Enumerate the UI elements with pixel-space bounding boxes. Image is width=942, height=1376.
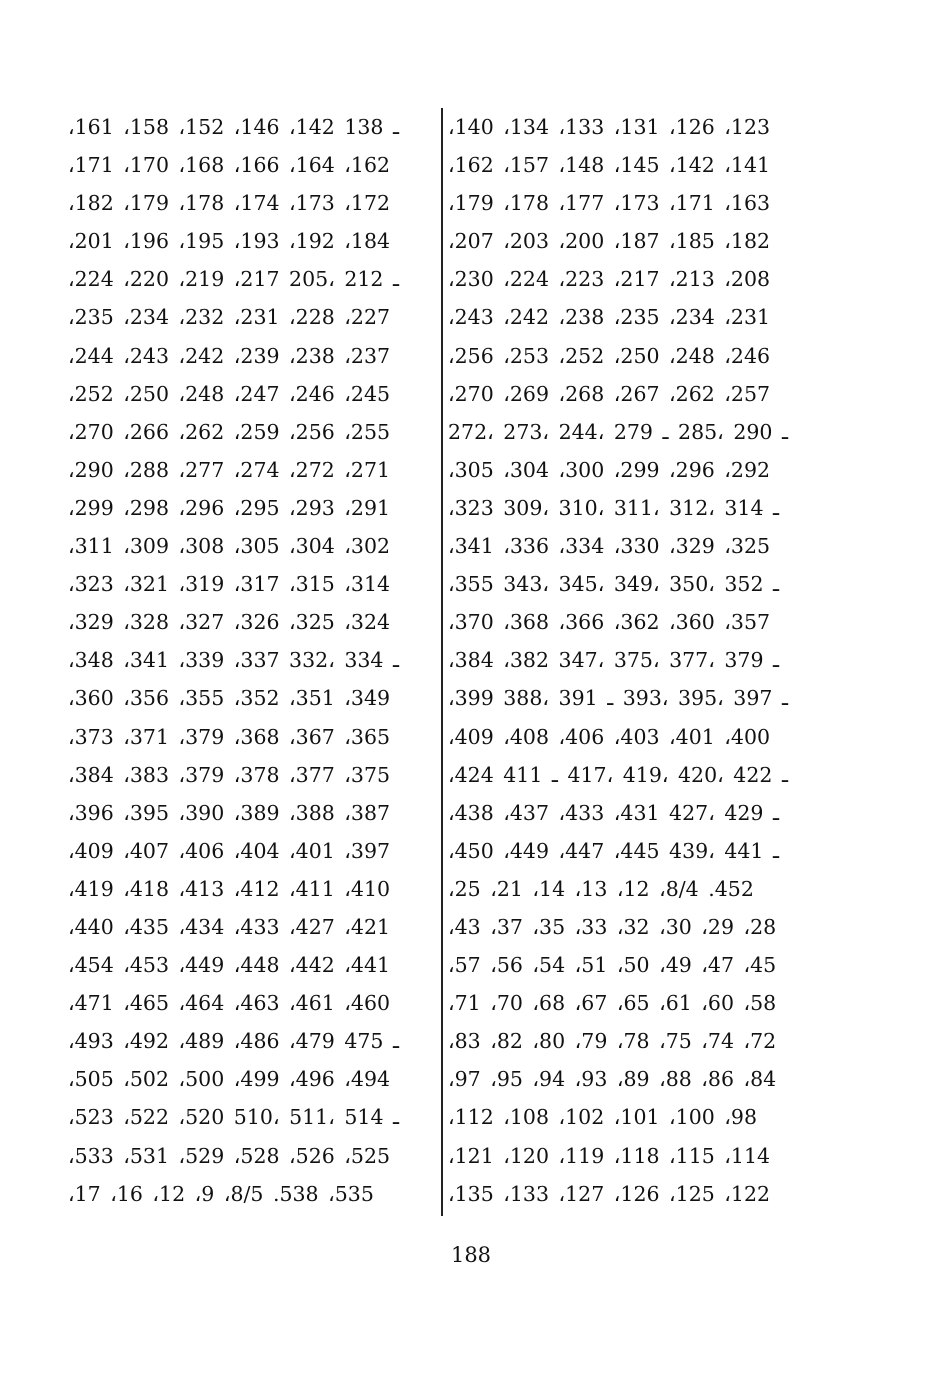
- right-column: [448, 108, 818, 1213]
- index-line: ،270 ،266 ،262 ،259 ،256 ،255: [68, 419, 391, 444]
- index-line: ،207 ،203 ،200 ،187 ،185 ،182: [448, 229, 771, 254]
- column-divider: [441, 108, 443, 1216]
- index-line: ،355 ـ 352 ،350 ،349 ،345 ،343: [448, 572, 780, 597]
- index-line: ،71 ،70 ،68 ،67 ،65 ،61 ،60 ،58: [448, 991, 777, 1016]
- index-line: ،290 ،288 ،277 ،274 ،272 ،271: [68, 457, 391, 482]
- index-line: ،419 ،418 ،413 ،412 ،411 ،410: [68, 876, 391, 901]
- index-line: ،57 ،56 ،54 ،51 ،50 ،49 ،47 ،45: [448, 953, 777, 978]
- index-line: ،409 ،407 ،406 ،404 ،401 ،397: [68, 838, 391, 863]
- index-line: ،373 ،371 ،379 ،368 ،367 ،365: [68, 724, 391, 749]
- index-line: ،471 ،465 ،464 ،463 ،461 ،460: [68, 991, 391, 1016]
- page-number: 188: [450, 1243, 492, 1267]
- index-line: ،396 ،395 ،390 ،389 ،388 ،387: [68, 800, 391, 825]
- index-line: ،244 ،243 ،242 ،239 ،238 ،237: [68, 343, 391, 368]
- index-line: ،270 ،269 ،268 ،267 ،262 ،257: [448, 381, 771, 406]
- index-line: ،323 ،321 ،319 ،317 ،315 ،314: [68, 572, 391, 597]
- index-line: ،399 ـ 397 ،395 ،393 ـ 391 ،388: [448, 686, 788, 711]
- index-line: ،121 ،120 ،119 ،118 ،115 ،114: [448, 1143, 771, 1168]
- index-line: ،493 ،492 ،489 ،486 ،479 ـ 475: [68, 1029, 399, 1054]
- index-line: ،17 ،16 ،12 ،9 ،8/5 .538 ،535: [68, 1181, 374, 1206]
- index-line: ،384 ،382 ـ 379 ،377 ،375 ،347: [448, 648, 780, 673]
- index-line: ،438 ،437 ،433 ،431 ـ 429 ،427: [448, 800, 779, 825]
- left-column: [68, 108, 428, 1213]
- index-line: ،323 ـ 314 ،312 ،311 ،310 ،309: [448, 495, 780, 520]
- index-line: ،299 ،298 ،296 ،295 ،293 ،291: [68, 495, 391, 520]
- index-line: ،43 ،37 ،35 ،33 ،32 ،30 ،29 ،28: [448, 914, 777, 939]
- index-line: ،305 ،304 ،300 ،299 ،296 ،292: [448, 457, 771, 482]
- index-line: ،97 ،95 ،94 ،93 ،89 ،88 ،86 ،84: [448, 1067, 777, 1092]
- index-line: ،440 ،435 ،434 ،433 ،427 ،421: [68, 914, 391, 939]
- index-line: ،112 ،108 ،102 ،101 ،100 ،98: [448, 1105, 758, 1130]
- index-line: ،230 ،224 ،223 ،217 ،213 ،208: [448, 267, 771, 292]
- index-line: ،179 ،178 ،177 ،173 ،171 ،163: [448, 191, 771, 216]
- index-line: ،533 ،531 ،529 ،528 ،526 ،525: [68, 1143, 391, 1168]
- index-line: ،25 ،21 ،14 ،13 ،12 ،8/4 .452: [448, 876, 754, 901]
- index-line: ،311 ،309 ،308 ،305 ،304 ،302: [68, 534, 391, 559]
- index-line: ،161 ،158 ،152 ،146 ،142 ـ 138: [68, 115, 399, 139]
- index-line: ،140 ،134 ،133 ،131 ،126 ،123: [448, 115, 771, 139]
- index-line: ،201 ،196 ،195 ،193 ،192 ،184: [68, 229, 391, 254]
- index-line: ،454 ،453 ،449 ،448 ،442 ،441: [68, 953, 391, 978]
- index-line: ،252 ،250 ،248 ،247 ،246 ،245: [68, 381, 391, 406]
- index-line: ،384 ،383 ،379 ،378 ،377 ،375: [68, 762, 391, 787]
- index-line: ،256 ،253 ،252 ،250 ،248 ،246: [448, 343, 771, 368]
- index-line: ،360 ،356 ،355 ،352 ،351 ،349: [68, 686, 391, 711]
- index-line: ،424 ـ 422 ،420 ،419 ،417 ـ 411: [448, 762, 788, 787]
- index-line: ،162 ،157 ،148 ،145 ،142 ،141: [448, 153, 771, 178]
- index-line: ،171 ،170 ،168 ،166 ،164 ،162: [68, 153, 391, 178]
- index-line: ،182 ،179 ،178 ،174 ،173 ،172: [68, 191, 391, 216]
- index-line: ،370 ،368 ،366 ،362 ،360 ،357: [448, 610, 771, 635]
- index-line: ،348 ،341 ،339 ،337 ـ 334 ،332: [68, 648, 399, 673]
- index-line: ،243 ،242 ،238 ،235 ،234 ،231: [448, 305, 771, 330]
- index-line: ،341 ،336 ،334 ،330 ،329 ،325: [448, 534, 771, 559]
- index-line: ،235 ،234 ،232 ،231 ،228 ،227: [68, 305, 391, 330]
- index-line: ،224 ،220 ،219 ،217 ـ 212 ،205: [68, 267, 399, 292]
- index-line: ،505 ،502 ،500 ،499 ،496 ،494: [68, 1067, 391, 1092]
- index-line: ،135 ،133 ،127 ،126 ،125 ،122: [448, 1181, 771, 1206]
- index-line: ،329 ،328 ،327 ،326 ،325 ،324: [68, 610, 391, 635]
- index-line: ،83 ،82 ،80 ،79 ،78 ،75 ،74 ،72: [448, 1029, 777, 1054]
- index-line: ،450 ،449 ،447 ،445 ـ 441 ،439: [448, 838, 779, 863]
- index-line: ـ 290 ،285 ـ 279 ،244 ،273 ،272: [448, 419, 788, 444]
- index-line: ،409 ،408 ،406 ،403 ،401 ،400: [448, 724, 771, 749]
- index-line: ،523 ،522 ،520 ـ 514 ،511 ،510: [68, 1105, 400, 1130]
